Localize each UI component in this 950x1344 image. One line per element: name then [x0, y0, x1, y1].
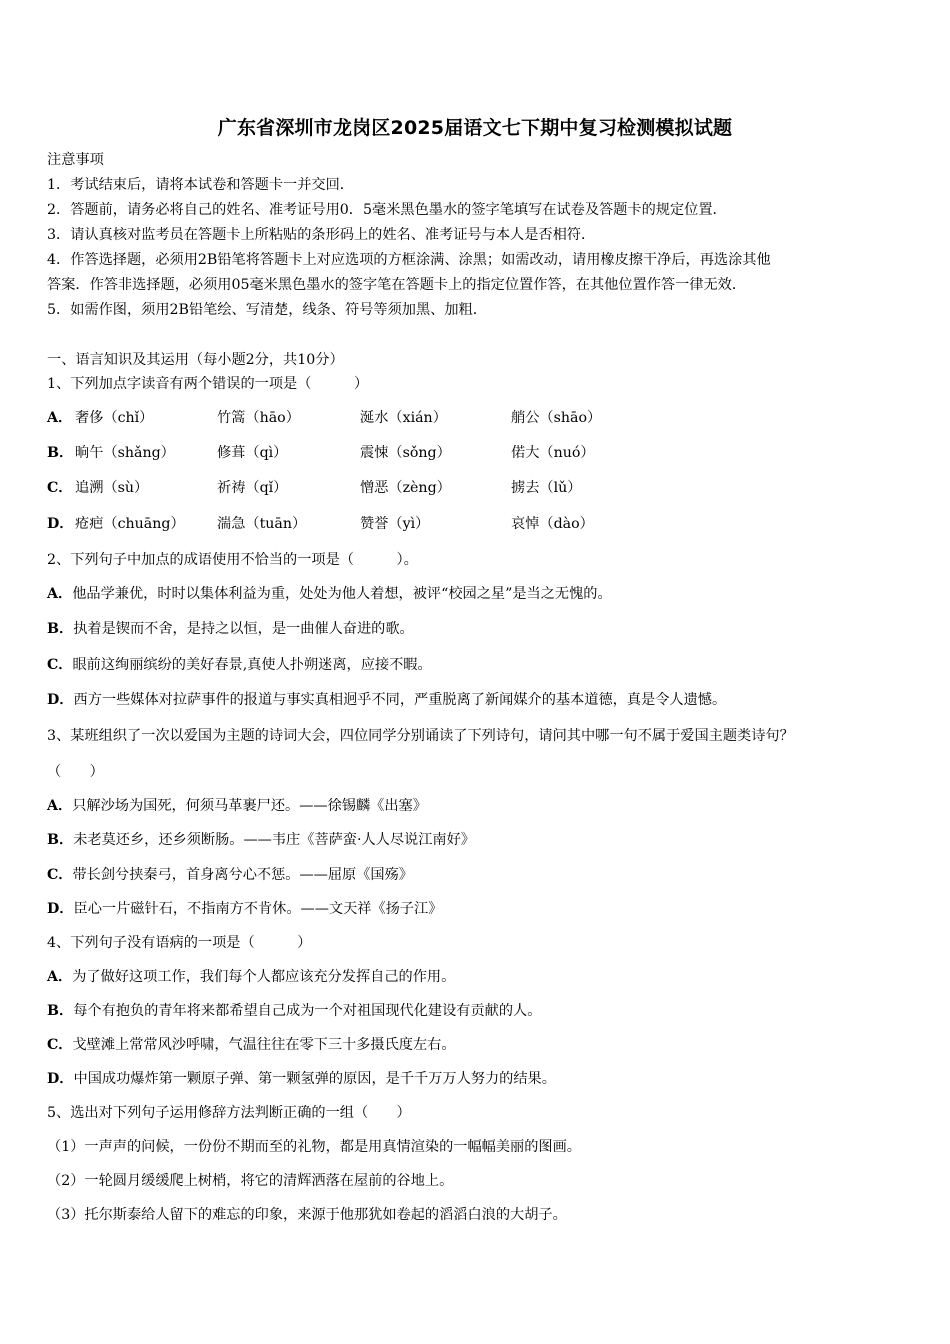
- option-item: 湍急（tuān）: [217, 516, 307, 532]
- option-label: A．: [47, 410, 73, 426]
- option-item: 晌午（shǎng）: [75, 445, 175, 461]
- question-1-stem: 1、下列加点字读音有两个错误的一项是（ ）: [47, 376, 369, 392]
- section-heading: 一、语言知识及其运用（每小题2分，共10分）: [47, 352, 344, 368]
- question-4-stem: 4、下列句子没有语病的一项是（ ）: [47, 935, 312, 951]
- question-2-option-a: A．他品学兼优，时时以集体利益为重，处处为他人着想，被评“校园之星”是当之无愧的。: [47, 586, 612, 602]
- question-4-option-d: D．中国成功爆炸第一颗原子弹、第一颗氢弹的原因，是千千万万人努力的结果。: [47, 1071, 556, 1087]
- option-item: 憎恶（zèng）: [360, 480, 451, 496]
- notes-heading: 注意事项: [47, 152, 104, 168]
- notes-item: 4．作答选择题，必须用2B铅笔将答题卡上对应选项的方框涂满、涂黑；如需改动，请用橡皮擦干净后，再选涂其他: [47, 252, 771, 268]
- question-2-option-d: D．西方一些媒体对拉萨事件的报道与事实真相迥乎不同，严重脱离了新闻媒介的基本道德，真是令人遗憾。: [47, 692, 727, 708]
- notes-item: 答案．作答非选择题，必须用05毫米黑色墨水的签字笔在答题卡上的指定位置作答，在其他位置作答一律无效．: [47, 277, 747, 293]
- notes-item: 5．如需作图，须用2B铅笔绘、写清楚，线条、符号等须加黑、加粗．: [47, 302, 487, 318]
- question-5-item: （3）托尔斯泰给人留下的难忘的印象，来源于他那犹如卷起的滔滔白浪的大胡子。: [47, 1207, 567, 1223]
- option-item: 修葺（qì）: [217, 445, 288, 461]
- option-item: 涎水（xián）: [360, 410, 447, 426]
- question-2-option-c: C．眼前这绚丽缤纷的美好春景,真使人扑朔迷离，应接不暇。: [47, 657, 432, 673]
- question-2-stem: 2、下列句子中加点的成语使用不恰当的一项是（ ）。: [47, 552, 418, 568]
- question-3-option-c: C．带长剑兮挟秦弓，首身离兮心不惩。——屈原《国殇》: [47, 867, 413, 883]
- question-2-option-b: B．执着是锲而不舍，是持之以恒，是一曲催人奋进的歌。: [47, 621, 414, 637]
- question-5-item: （2）一轮圆月缓缓爬上树梢，将它的清辉洒落在屋前的谷地上。: [47, 1173, 454, 1189]
- question-5-item: （1）一声声的问候，一份份不期而至的礼物，都是用真情渲染的一幅幅美丽的图画。: [47, 1139, 581, 1155]
- page-title: 广东省深圳市龙岗区2025届语文七下期中复习检测模拟试题: [217, 117, 733, 139]
- question-3-option-d: D．臣心一片磁针石，不指南方不肯休。——文天祥《扬子江》: [47, 901, 443, 917]
- option-item: 竹篙（hāo）: [217, 410, 300, 426]
- option-item: 奢侈（chǐ）: [75, 410, 154, 426]
- option-item: 掳去（lǔ）: [511, 480, 582, 496]
- option-item: 疮疤（chuāng）: [75, 516, 185, 532]
- option-item: 哀悼（dào）: [511, 516, 594, 532]
- option-label: B．: [47, 445, 74, 461]
- question-3-option-b: B．未老莫还乡，还乡须断肠。——韦庄《菩萨蛮·人人尽说江南好》: [47, 832, 475, 848]
- option-item: 追溯（sù）: [75, 480, 149, 496]
- question-4-option-a: A．为了做好这项工作，我们每个人都应该充分发挥自己的作用。: [47, 969, 456, 985]
- option-label: D．: [47, 516, 74, 532]
- option-item: 偌大（nuó）: [511, 445, 595, 461]
- question-3-option-a: A．只解沙场为国死，何须马革裹尸还。——徐锡麟《出塞》: [47, 798, 427, 814]
- option-item: 赞誉（yì）: [360, 516, 430, 532]
- question-3-stem: 3、某班组织了一次以爱国为主题的诗词大会，四位同学分别诵读了下列诗句，请问其中哪一句不属于爱国主题类诗句？: [47, 728, 794, 744]
- question-4-option-c: C．戈壁滩上常常风沙呼啸，气温往往在零下三十多摄氏度左右。: [47, 1037, 456, 1053]
- question-4-option-b: B．每个有抱负的青年将来都希望自己成为一个对祖国现代化建设有贡献的人。: [47, 1003, 542, 1019]
- notes-item: 3．请认真核对监考员在答题卡上所粘贴的条形码上的姓名、准考证号与本人是否相符．: [47, 227, 596, 243]
- question-3-stem-blank: （ ）: [47, 764, 104, 780]
- option-item: 震悚（sǒng）: [360, 445, 451, 461]
- option-item: 艄公（shāo）: [511, 410, 602, 426]
- notes-item: 2．答题前，请务必将自己的姓名、准考证号用0．5毫米黑色墨水的签字笔填写在试卷及答题卡的规定位置．: [47, 202, 727, 218]
- option-label: C．: [47, 480, 73, 496]
- notes-item: 1．考试结束后，请将本试卷和答题卡一并交回．: [47, 177, 354, 193]
- question-5-stem: 5、选出对下列句子运用修辞方法判断正确的一组（ ）: [47, 1105, 411, 1121]
- option-item: 祈祷（qǐ）: [217, 480, 288, 496]
